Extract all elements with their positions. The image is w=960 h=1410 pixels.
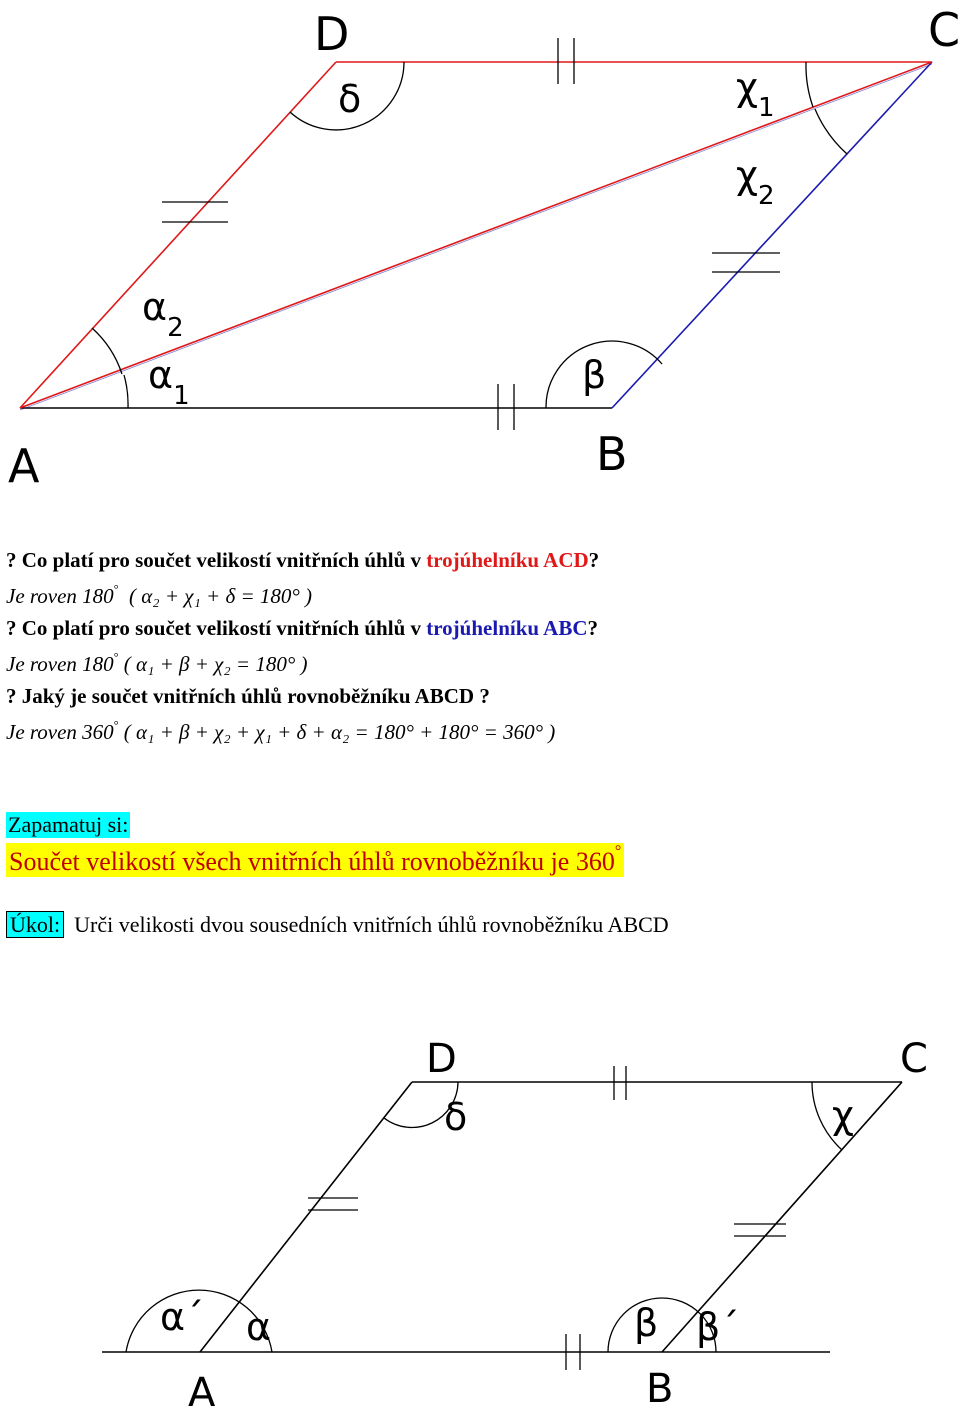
question-triangle-acd: ? Co platí pro součet velikostí vnitřních úhlů v trojúhelníku ACD? [6,548,600,572]
angle-arcs [92,62,847,408]
note-body: Součet velikostí všech vnitřních úhlů rovnoběžníku je 360° [6,843,624,877]
question-triangle-abc: ? Co platí pro součet velikostí vnitřních úhlů v trojúhelníku ABC? [6,616,598,640]
vertex-label-a: A [188,1370,216,1410]
vertex-label-d: D [426,1036,457,1082]
angle-label-chi2: $\chi_2$ [736,153,775,211]
question-parallelogram: ? Jaký je součet vnitřních úhlů rovnoběžníku ABCD ? [6,684,490,708]
triangle-abc-label: trojúhelníku ABC [426,616,588,640]
task-text: Urči velikosti dvou sousedních vnitřních úhlů rovnoběžníku ABCD [74,912,669,937]
parallelogram-diagram-1 [0,0,960,500]
vertex-label-d: D [314,7,350,61]
angle-label-beta-prime: β´ [696,1305,740,1349]
parallelogram-diagram-2 [0,1030,960,1410]
angle-label-alpha2: $\alpha_2$ [142,285,184,343]
triangle-acd-label: trojúhelníku ACD [426,548,589,572]
side-ad [20,62,336,408]
answer-parallelogram: Je roven 360° ( α₁ + β + χ₂ + χ₁ + δ + α₂ = 180° + 180° = 360° ) [6,718,556,744]
angle-label-alpha1: $\alpha_1$ [148,353,190,411]
angle-label-chi1: $\chi_1$ [736,65,775,123]
vertex-label-b: B [646,1366,674,1410]
vertex-label-c: C [928,3,960,57]
tick-marks [162,38,780,430]
answer-triangle-abc: Je roven 180° ( α₁ + β + χ₂ = 180° ) [6,650,308,676]
answer-triangle-acd: Je roven 180° ( α₂ + χ₁ + δ = 180° ) [6,582,313,608]
angle-label-chi: χ [832,1093,854,1137]
angle-label-alpha: α [246,1305,272,1349]
angle-label-delta: δ [444,1095,468,1139]
task [6,912,669,938]
angle-label-alpha-prime: α´ [160,1295,205,1339]
angle-label-beta: β [582,353,607,397]
angle-label-beta: β [634,1301,659,1345]
vertex-label-b: B [596,427,628,481]
side-ad [200,1082,412,1352]
task-label: Úkol: [6,911,64,938]
angle-label-delta: δ [338,77,362,121]
vertex-label-a: A [8,439,40,493]
note-title: Zapamatuj si: [8,812,129,837]
vertex-label-c: C [900,1036,928,1082]
